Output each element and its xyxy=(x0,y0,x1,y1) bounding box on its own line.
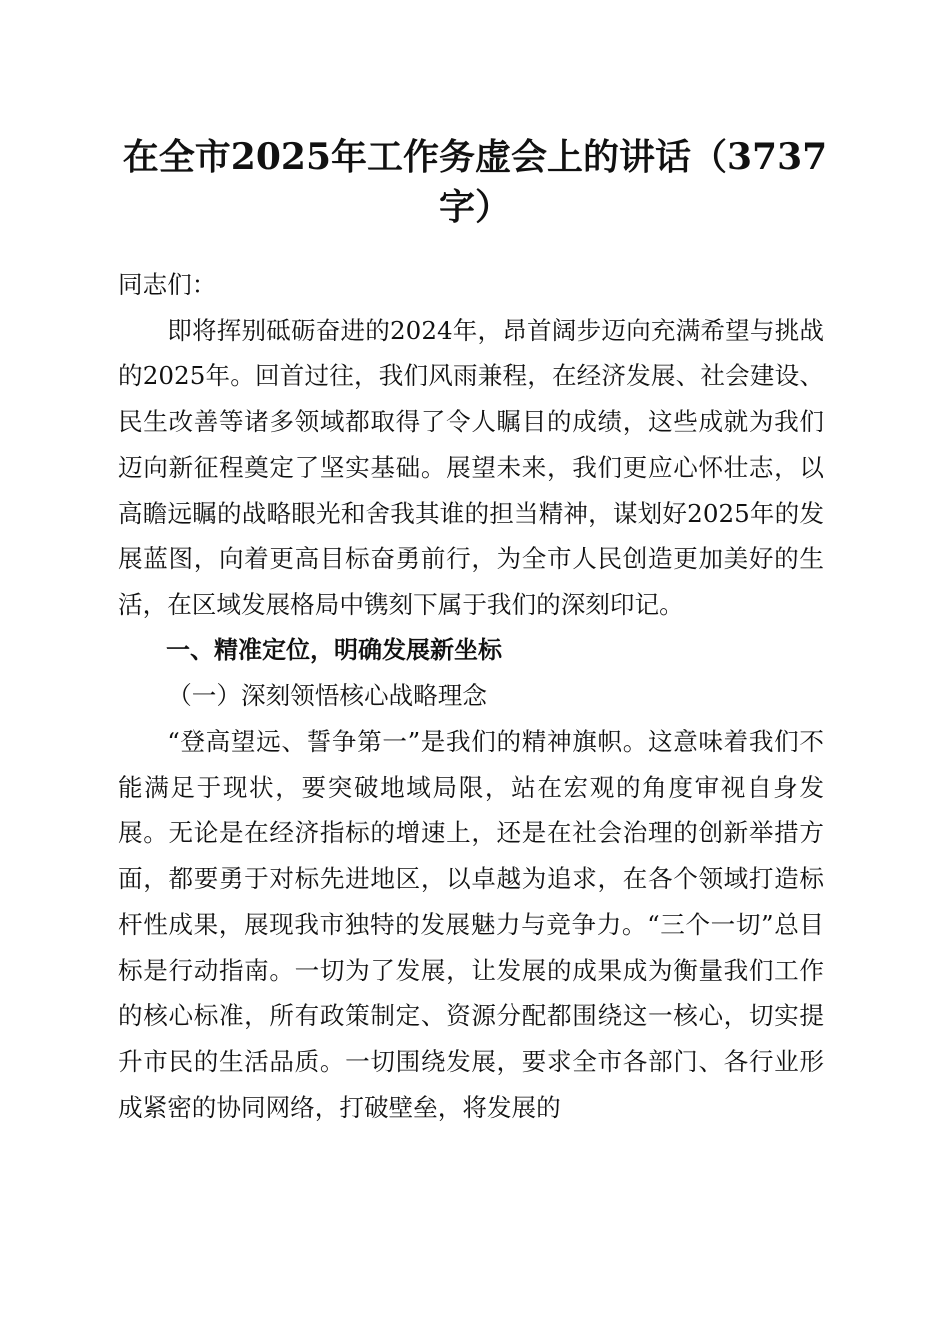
document-body xyxy=(118,262,824,1130)
body-paragraph: “登高望远、誓争第一”是我们的精神旗帜。这意味着我们不能满足于现状，要突破地域局限，站在宏观的角度审视自身发展。无论是在经济指标的增速上，还是在社会治理的创新举措方面，都要勇于对标先进地区，以卓越为追求，在各个领域打造标杆性成果，展现我市独特的发展魅力与竞争力。“三个一切”总目标是行动指南。一切为了发展，让发展的成果成为衡量我们工作的核心标准，所有政策制定、资源分配都围绕这一核心，切实提升市民的生活品质。一切围绕发展，要求全市各部门、各行业形成紧密的协同网络，打破壁垒，将发展的 xyxy=(118,727,824,1122)
section-heading: 一、精准定位，明确发展新坐标 xyxy=(166,635,502,664)
subsection-heading: （一）深刻领悟核心战略理念 xyxy=(167,681,487,711)
intro-paragraph: 即将挥别砥砺奋进的2024年，昂首阔步迈向充满希望与挑战的2025年。回首过往，我们风雨兼程，在经济发展、社会建设、民生改善等诸多领域都取得了令人瞩目的成绩，这些成就为我们迈向新征程奠定了坚实基础。展望未来，我们更应心怀壮志，以高瞻远瞩的战略眼光和舍我其谁的担当精神，谋划好2025年的发展蓝图，向着更高目标奋勇前行，为全市人民创造更加美好的生活，在区域发展格局中镌刻下属于我们的深刻印记。 xyxy=(118,315,824,619)
document-title: 在全市2025年工作务虚会上的讲话（3737字） xyxy=(122,136,828,228)
salutation: 同志们： xyxy=(118,270,217,299)
